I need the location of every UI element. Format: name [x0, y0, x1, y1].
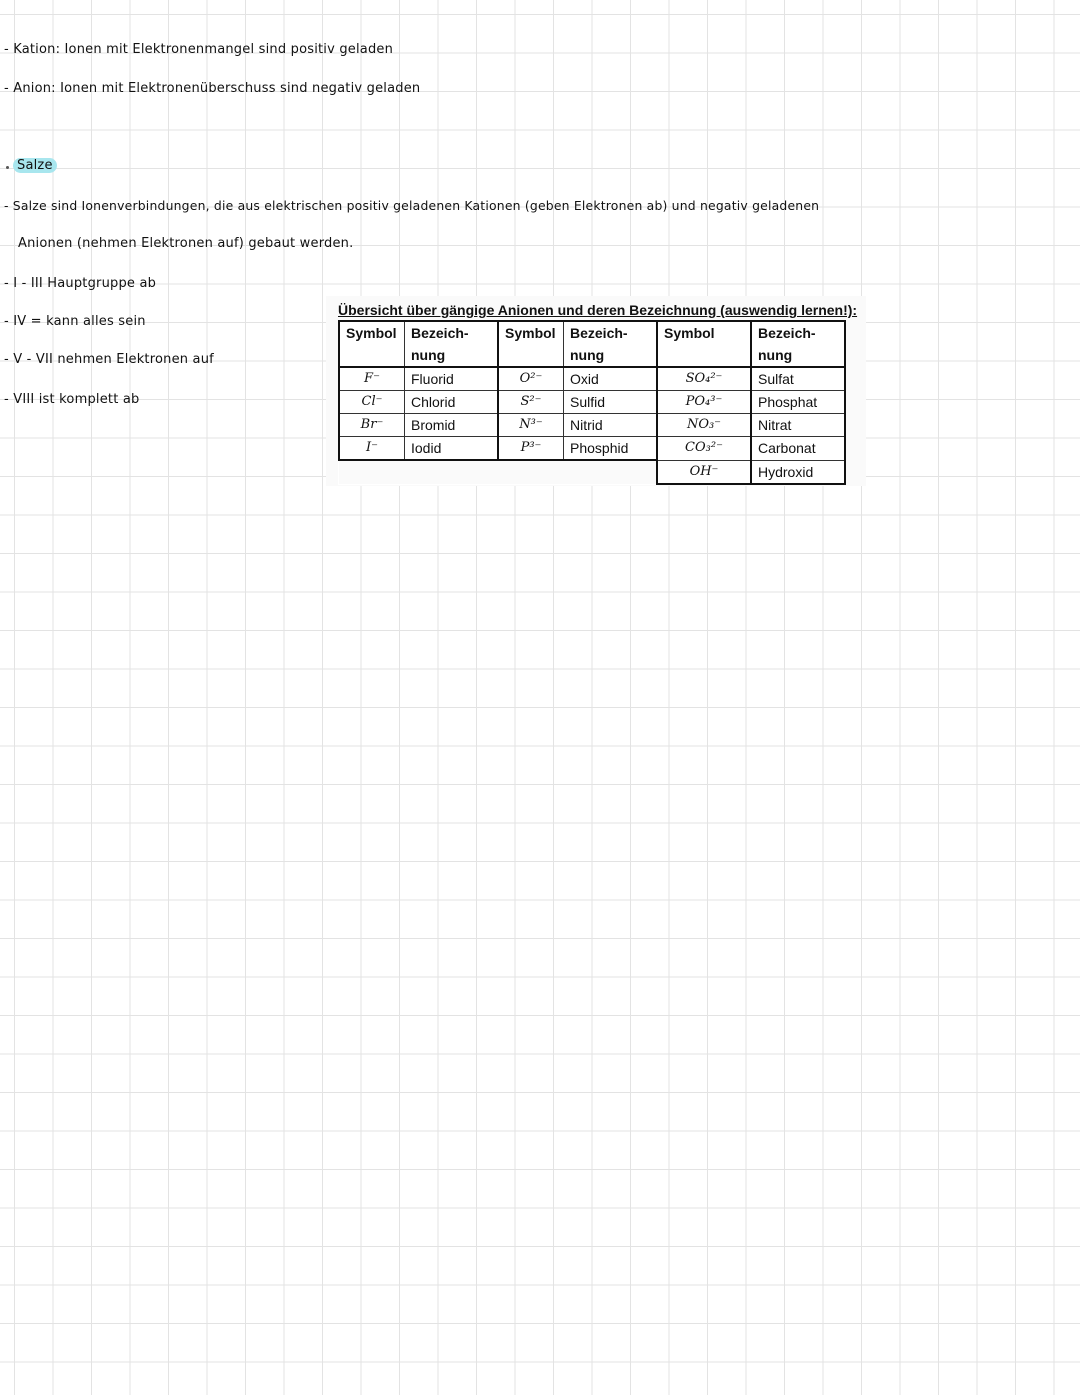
symbol-cell: Cl⁻: [339, 391, 405, 414]
name-cell: Bromid: [405, 414, 499, 437]
table-row: [339, 367, 845, 391]
name-cell: Sulfid: [564, 391, 658, 414]
symbol-cell: Br⁻: [339, 414, 405, 437]
name-cell: Chlorid: [405, 391, 499, 414]
group-8-note: - VIII ist komplett ab: [4, 392, 140, 407]
symbol-cell: S²⁻: [498, 391, 564, 414]
symbol-cell: NO₃⁻: [657, 414, 751, 437]
symbol-cell: CO₃²⁻: [657, 437, 751, 461]
bullet-dot: [6, 166, 9, 169]
empty-cell: [564, 460, 658, 484]
symbol-cell: O²⁻: [498, 367, 564, 391]
name-cell: Iodid: [405, 437, 499, 461]
symbol-cell: N³⁻: [498, 414, 564, 437]
anion-definition: - Anion: Ionen mit Elektronenüberschuss sind negativ geladen: [4, 81, 421, 96]
header-spacer-2: [498, 344, 564, 367]
name-cell: Fluorid: [405, 367, 499, 391]
anion-table-title: Übersicht über gängige Anionen und deren Bezeichnung (auswendig lernen!):: [338, 302, 858, 318]
header-name-2b: nung: [564, 344, 658, 367]
header-name-1: Bezeich-: [405, 321, 499, 344]
symbol-cell: P³⁻: [498, 437, 564, 461]
group-4-note: - IV = kann alles sein: [4, 314, 146, 329]
salze-highlight: Salze: [13, 158, 57, 173]
table-row: [339, 391, 845, 414]
anion-table: [338, 320, 846, 485]
name-cell: Nitrat: [751, 414, 845, 437]
name-cell: Phosphat: [751, 391, 845, 414]
symbol-cell: SO₄²⁻: [657, 367, 751, 391]
symbol-cell: I⁻: [339, 437, 405, 461]
header-spacer-1: [339, 344, 405, 367]
symbol-cell: PO₄³⁻: [657, 391, 751, 414]
table-row: [339, 414, 845, 437]
name-cell: Phosphid: [564, 437, 658, 461]
anion-table-card: [326, 296, 866, 486]
table-header-row: [339, 321, 845, 344]
empty-cell: [339, 460, 405, 484]
empty-cell: [405, 460, 499, 484]
header-name-2: Bezeich-: [564, 321, 658, 344]
group-1-3-note: - I - III Hauptgruppe ab: [4, 276, 157, 291]
header-symbol-1: Symbol: [339, 321, 405, 344]
name-cell: Sulfat: [751, 367, 845, 391]
table-header-row-2: [339, 344, 845, 367]
header-name-1b: nung: [405, 344, 499, 367]
group-5-7-note: - V - VII nehmen Elektronen auf: [4, 352, 214, 367]
header-spacer-3: [657, 344, 751, 367]
symbol-cell: F⁻: [339, 367, 405, 391]
header-symbol-2: Symbol: [498, 321, 564, 344]
name-cell: Nitrid: [564, 414, 658, 437]
table-row: [339, 460, 845, 484]
kation-definition: - Kation: Ionen mit Elektronenmangel sind positiv geladen: [4, 42, 394, 57]
header-symbol-3: Symbol: [657, 321, 751, 344]
header-name-3: Bezeich-: [751, 321, 845, 344]
name-cell: Oxid: [564, 367, 658, 391]
table-row: [339, 437, 845, 461]
symbol-cell: OH⁻: [657, 460, 751, 484]
empty-cell: [498, 460, 564, 484]
salze-text-line1: - Salze sind Ionenverbindungen, die aus elektrischen positiv geladenen Kationen (geben Elektronen ab) und negativ geladenen: [4, 198, 820, 213]
salze-text-line2: Anionen (nehmen Elektronen auf) gebaut werden.: [18, 236, 354, 251]
salze-heading: [13, 158, 57, 173]
name-cell: Carbonat: [751, 437, 845, 461]
header-name-3b: nung: [751, 344, 845, 367]
name-cell: Hydroxid: [751, 460, 845, 484]
